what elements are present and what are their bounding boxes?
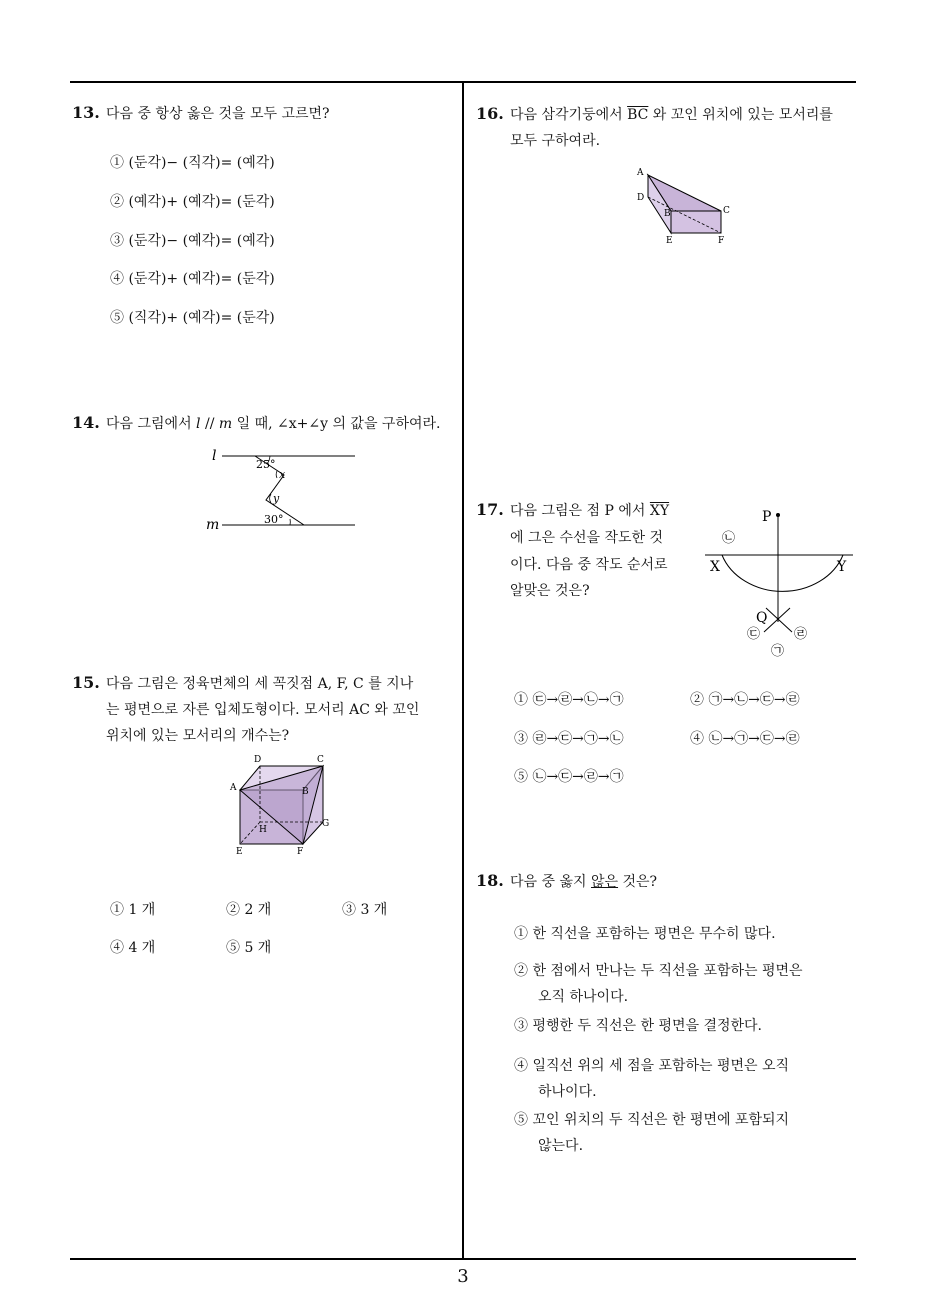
option-3[interactable]: ③ (둔각)− (예각)= (예각): [110, 233, 275, 249]
option-2-cont: 오직 하나이다.: [538, 989, 629, 1005]
question-number: 16.: [476, 104, 504, 123]
svg-text:F: F: [297, 847, 304, 857]
question-text-line2: 는 평면으로 자른 입체도형이다. 모서리 AC 와 꼬인: [106, 702, 420, 718]
question-text: 다음 중 옳지 않은 것은?: [510, 874, 658, 890]
option-3[interactable]: ③ ㉣→㉢→㉠→㉡: [514, 731, 624, 747]
triangular-prism-figure: [630, 160, 740, 252]
option-4[interactable]: ④ 4 개: [110, 940, 156, 956]
svg-text:㉡: ㉡: [722, 531, 736, 546]
option-4[interactable]: ④ (둔각)+ (예각)= (둔각): [110, 271, 275, 287]
question-text: 다음 그림에서 l // m 일 때, ∠x+∠y 의 값을 구하여라.: [106, 416, 441, 432]
svg-text:H: H: [259, 825, 267, 835]
svg-text:E: E: [236, 847, 243, 857]
option-1[interactable]: ① 한 직선을 포함하는 평면은 무수히 많다.: [514, 926, 776, 942]
center-divider: [462, 82, 464, 1260]
option-5[interactable]: ⑤ ㉡→㉢→㉣→㉠: [514, 769, 624, 785]
option-2[interactable]: ② (예각)+ (예각)= (둔각): [110, 194, 275, 210]
bottom-rule: [70, 1258, 856, 1260]
svg-text:X: X: [710, 559, 720, 575]
label-y: y: [273, 492, 280, 505]
svg-text:F: F: [718, 236, 725, 246]
question-text-line2: 에 그은 수선을 작도한 것: [510, 530, 664, 546]
option-5[interactable]: ⑤ 꼬인 위치의 두 직선은 한 평면에 포함되지: [514, 1112, 790, 1128]
option-1[interactable]: ① ㉢→㉣→㉡→㉠: [514, 692, 624, 708]
parallel-lines-figure: [200, 445, 360, 535]
question-number: 17.: [476, 500, 504, 519]
option-1[interactable]: ① (둔각)− (직각)= (예각): [110, 155, 275, 171]
label-x: x: [279, 468, 286, 481]
page-number: 3: [457, 1266, 469, 1287]
question-text-line4: 알맞은 것은?: [510, 583, 590, 599]
option-4[interactable]: ④ ㉡→㉠→㉢→㉣: [690, 731, 800, 747]
svg-text:Y: Y: [837, 559, 847, 575]
question-text-line2: 모두 구하여라.: [510, 133, 601, 149]
question-number: 18.: [476, 871, 504, 890]
question-text-line1: 다음 그림은 정육면체의 세 꼭짓점 A, F, C 를 지나: [106, 676, 414, 692]
svg-text:C: C: [723, 206, 730, 216]
label-l: l: [212, 448, 217, 464]
option-1[interactable]: ① 1 개: [110, 902, 156, 918]
option-2[interactable]: ② 한 점에서 만나는 두 직선을 포함하는 평면은: [514, 963, 803, 979]
question-text-line1: 다음 삼각기둥에서 $\overline{BC}$ 와 꼬인 위치에 있는 모서리를: [510, 107, 833, 123]
question-text-line3: 위치에 있는 모서리의 개수는?: [106, 728, 290, 744]
svg-text:㉢: ㉢: [747, 627, 761, 642]
label-30: 30°: [264, 513, 284, 526]
svg-text:Q: Q: [756, 610, 768, 626]
question-text-line3: 이다. 다음 중 작도 순서로: [510, 557, 668, 573]
svg-text:C: C: [317, 755, 324, 765]
arc: [722, 555, 843, 591]
question-number: 15.: [72, 673, 100, 692]
option-5[interactable]: ⑤ 5 개: [226, 940, 272, 956]
svg-text:B: B: [302, 787, 309, 797]
question-number: 13.: [72, 103, 100, 122]
option-3[interactable]: ③ 평행한 두 직선은 한 평면을 결정한다.: [514, 1018, 763, 1034]
label-m: m: [206, 517, 220, 533]
question-text-line1: 다음 그림은 점 P 에서 $\overline{XY}$: [510, 503, 670, 519]
perpendicular-construction-figure: [700, 500, 860, 665]
label-25: 25°: [256, 458, 276, 471]
svg-text:㉣: ㉣: [794, 627, 808, 642]
option-3[interactable]: ③ 3 개: [342, 902, 388, 918]
question-number: 14.: [72, 413, 100, 432]
option-5[interactable]: ⑤ (직각)+ (예각)= (둔각): [110, 310, 275, 326]
svg-text:P: P: [762, 509, 772, 525]
svg-text:D: D: [637, 193, 645, 203]
svg-text:B: B: [664, 209, 671, 219]
svg-text:A: A: [230, 783, 237, 793]
svg-text:E: E: [666, 236, 673, 246]
cube-figure: [225, 750, 340, 860]
svg-text:D: D: [254, 755, 262, 765]
option-2[interactable]: ② ㉠→㉡→㉢→㉣: [690, 692, 800, 708]
svg-text:㉠: ㉠: [771, 644, 785, 659]
option-5-cont: 않는다.: [538, 1138, 584, 1154]
option-4-cont: 하나이다.: [538, 1084, 597, 1100]
svg-text:A: A: [637, 168, 644, 178]
option-2[interactable]: ② 2 개: [226, 902, 272, 918]
option-4[interactable]: ④ 일직선 위의 세 점을 포함하는 평면은 오직: [514, 1058, 790, 1074]
svg-text:G: G: [322, 819, 330, 829]
question-text: 다음 중 항상 옳은 것을 모두 고르면?: [106, 106, 330, 122]
